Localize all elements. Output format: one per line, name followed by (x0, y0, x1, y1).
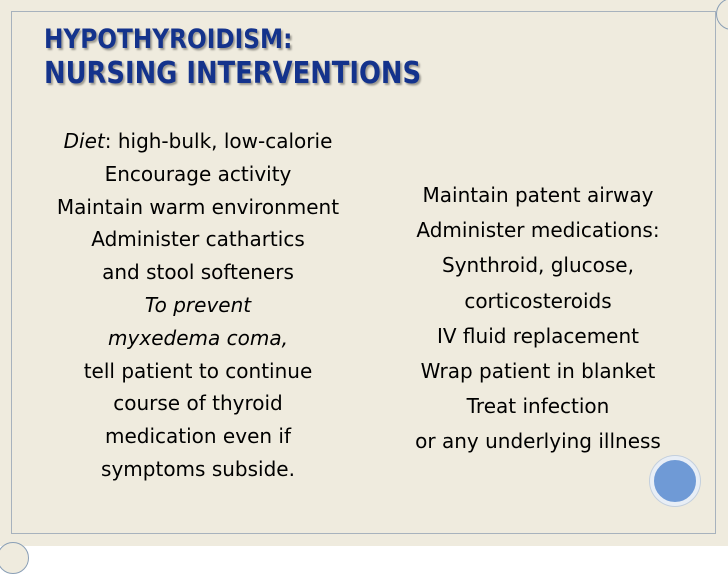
left-line-italic: To prevent (144, 292, 252, 317)
left-line: and stool softeners (102, 260, 294, 285)
left-line: Maintain warm environment (56, 194, 340, 219)
left-line: medication even if (104, 424, 292, 449)
right-line: Administer medications: (416, 218, 660, 243)
right-line: IV fluid replacement (436, 323, 640, 348)
left-line: course of thyroid (113, 391, 283, 416)
diet-line (28, 125, 368, 158)
left-line-italic: myxedema coma, (108, 325, 288, 350)
left-column (28, 125, 368, 486)
frame-corner-top-right (716, 0, 728, 30)
slide-title (44, 26, 421, 89)
right-line: Wrap patient in blanket (420, 358, 656, 383)
right-line: Maintain patent airway (422, 183, 654, 207)
right-line: corticosteroids (464, 288, 612, 313)
right-line: Treat infection (466, 394, 610, 419)
left-line: symptoms subside. (101, 456, 295, 481)
left-line: Administer cathartics (91, 227, 305, 252)
title-line-1: HYPOTHYROIDISM: (44, 24, 293, 55)
left-line: Encourage activity (104, 161, 292, 186)
decorative-circle-icon (650, 456, 700, 506)
right-line: Synthroid, glucose, (442, 253, 634, 278)
diet-text: : high-bulk, low-calorie (104, 129, 333, 153)
frame-corner-bottom-left (0, 542, 29, 574)
title-line-2: NURSING INTERVENTIONS (44, 56, 422, 91)
right-column (388, 178, 688, 460)
left-line: tell patient to continue (83, 358, 313, 383)
diet-label: Diet (63, 129, 105, 153)
right-line: or any underlying illness (415, 429, 661, 454)
